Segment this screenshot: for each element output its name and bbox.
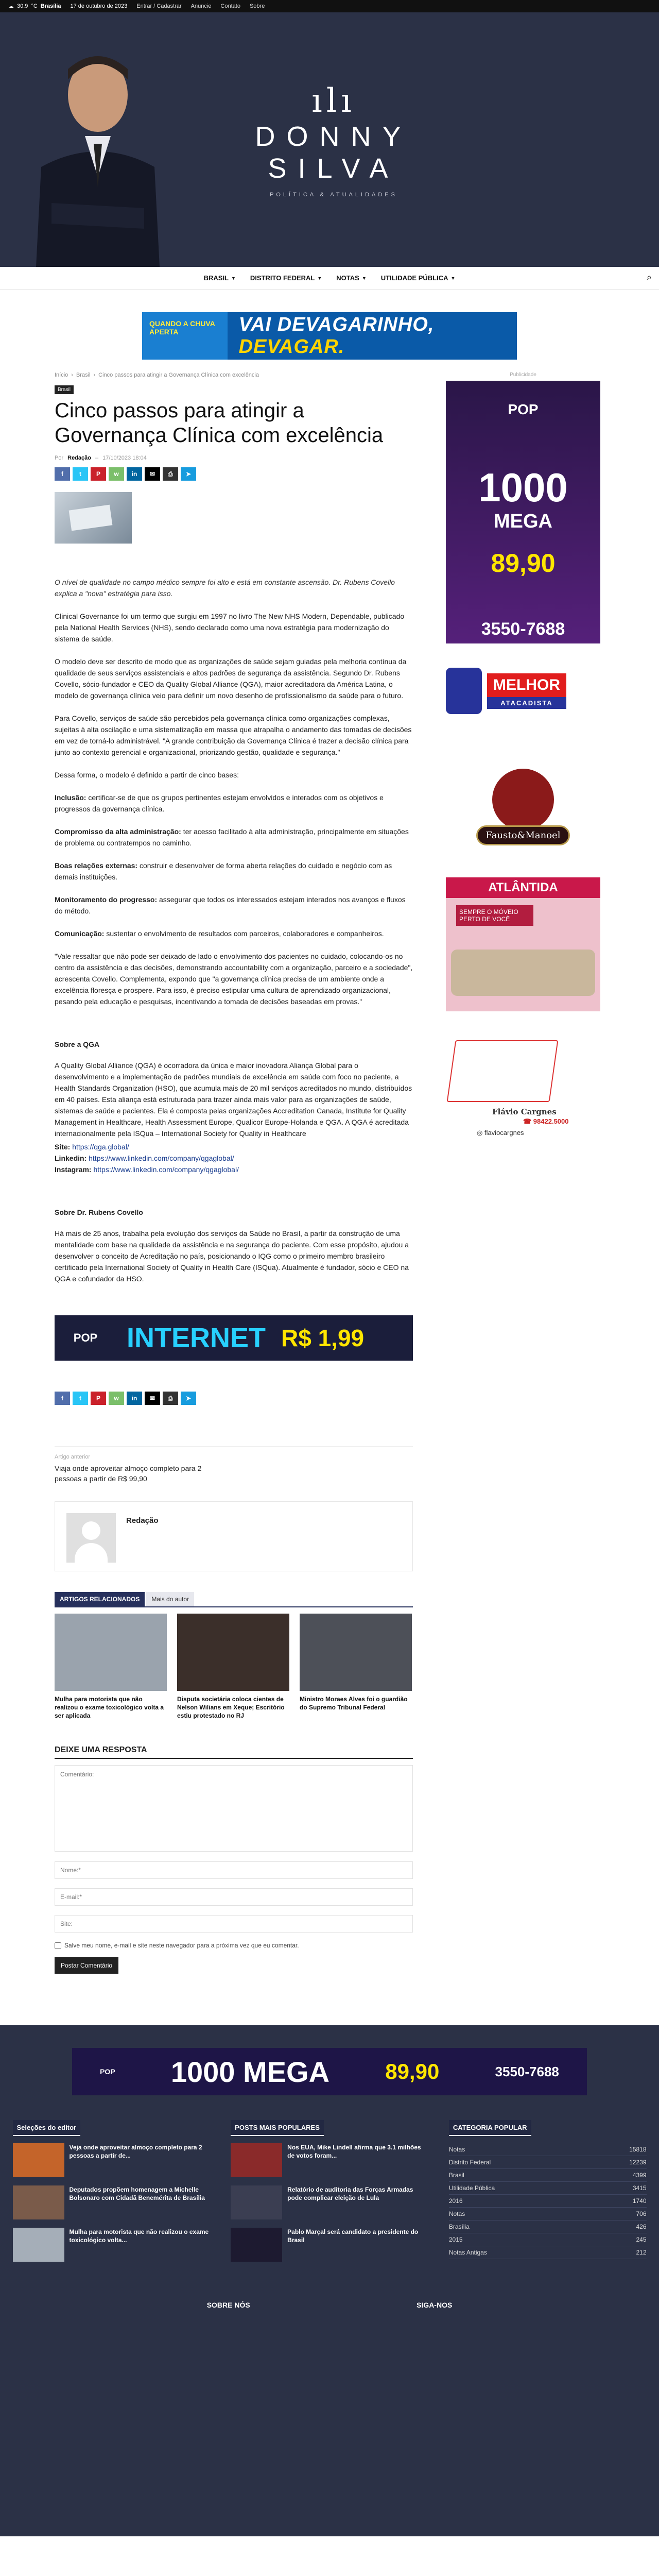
article-paragraph: A Quality Global Alliance (QGA) é ocorradora da única e maior inovadora Aliança Global para o desenvolvimento e a implementação de padrões mundiais de excelência em saúde com foco no paciente, a Health Standards Organization (HSO), que acumula mais de 20 mil serviços acreditados no mundo, distribuídos em 40 países. Esta aliança está estruturada para trazer ainda mais valor para as organizações de saúde, sistemas de saúde e pacientes. Ela é composta pelas organizações Accreditation Canada, Institute for Quality Management in Healthcare, Health Assessment Europe, Qualicor Europe-Holanda e QGA. A QGA é acreditada internacionalmente pela ISQua – International Society for Quality in Healthcare [55,1061,412,1138]
list-item-title[interactable]: Deputados propõem homenagem a Michelle Bolsonaro com Cidadã Benemérita de Brasília [69,2186,205,2201]
avatar[interactable] [66,1513,116,1563]
ad-speed: 1000 [478,465,568,510]
linkedin-label: Linkedin: [55,1154,87,1162]
base-text: construir e desenvolver de forma aberta relações do cuidado e negócio com as demais instituições. [55,861,392,881]
host-portrait [21,33,175,267]
related-tabs [55,1592,413,1607]
tab-more-from-author[interactable]: Mais do autor [146,1592,194,1606]
popular-categories-heading: CATEGORIA POPULAR [449,2120,531,2136]
related-title[interactable]: Mulha para motorista que não realizou o exame toxicológico volta a ser aplicada [55,1696,164,1719]
category-count: 1740 [632,2197,647,2205]
nav-item-distrito-federal[interactable] [250,274,322,282]
byline-prefix: Por [55,455,64,461]
ad-subtitle: ATACADISTA [487,697,566,709]
sidebar-ad-melhor[interactable] [446,665,600,717]
category-name: Brasil [448,2172,464,2179]
ad-subtitle: SEMPRE O MÓVEIO PERTO DE VOCÊ [456,905,533,926]
list-item-image[interactable] [13,2228,64,2262]
nav-item-brasil[interactable] [204,274,236,282]
category-name: Notas Antigas [448,2249,487,2256]
list-item-title[interactable]: Pablo Marçal será candidato a presidente do Brasil [287,2228,419,2244]
article-paragraph: Dessa forma, o modelo é definido a partir de cinco bases: [55,771,239,779]
topbar-link-anuncie[interactable]: Anuncie [190,3,212,9]
editor-picks [13,2120,211,2270]
base-item [55,826,413,849]
base-label: Comunicação: [55,929,105,938]
byline-author[interactable]: Redação [67,455,91,461]
site-footer [0,2025,659,2536]
list-item-title[interactable]: Nos EUA, Mike Lindell afirma que 3.1 milhões de votos foram... [287,2144,421,2159]
related-item[interactable] [300,1614,412,1720]
ad-phone: 3550-7688 [495,2063,559,2079]
list-item-image[interactable] [13,2185,64,2219]
search-icon[interactable]: ⌕ [646,272,652,282]
nav-label: NOTAS [336,274,359,282]
facebook-icon[interactable]: f [55,467,70,481]
list-item[interactable] [13,2143,211,2177]
category-name: 2015 [448,2236,463,2243]
top-bar [0,0,659,12]
base-text: certificar-se de que os grupos pertinentes estejam envolvidos e interados com os objetivos e progressos da governança clínica. [55,793,384,813]
whatsapp-icon[interactable]: w [109,467,124,481]
site-label: Site: [55,1143,71,1151]
list-item-title[interactable]: Veja onde aproveitar almoço completo para 2 pessoas a partir de... [69,2144,202,2159]
previous-article-title[interactable]: Viaja onde aproveitar almoço completo para 2 pessoas a partir de R$ 99,90 [55,1464,202,1483]
ad-brand: POP [508,401,539,417]
category-row[interactable] [449,2246,647,2259]
chevron-down-icon: ▼ [317,275,322,281]
author-name[interactable]: Redação [126,1516,159,1525]
cloud-icon: ☁ [8,3,14,10]
category-count: 15818 [629,2146,647,2153]
article-lead: O nível de qualidade no campo médico sempre foi alto e está em constante ascensão. Dr. Rubens Covello explica a "nova" estratégia para isso. [55,578,395,598]
previous-article[interactable] [55,1446,413,1484]
category-count: 212 [636,2249,647,2256]
category-name: Brasília [448,2223,470,2230]
banner-price: R$ 1,99 [281,1325,365,1351]
banner-brand: POP [73,1331,98,1344]
category-name: Utilidade Pública [448,2184,495,2192]
category-name: Distrito Federal [448,2159,491,2166]
related-articles [55,1614,413,1720]
logo-tagline: POLÍTICA & ATUALIDADES [270,192,397,198]
category-count: 3415 [632,2184,647,2192]
article-body [55,577,413,1284]
article-thumbnail[interactable] [55,492,132,544]
related-image[interactable] [177,1614,289,1691]
ad-unit: MEGA [494,511,552,532]
base-label: Inclusão: [55,793,86,802]
ad-brand: POP [100,2067,115,2076]
article-paragraph: O modelo deve ser descrito de modo que as organizações de saúde sejam guiadas pela melhoria contínua da qualidade de seus serviços assistenciais e altos padrões de segurança da assistência. Segundo Dr. Rubens Covello, sócio-fundador e CEO da Quality Global Alliance (QGA), maior acreditadora da América Latina, o modelo de governança clínica veio para definir um novo desenho de profissionalismo da saúde para o futuro. [55,657,407,700]
article-paragraph: Para Covello, serviços de saúde são percebidos pela governança clínica como organizações complexas, sujeitas à alta oscilação e uma sistematização em massa que atrapalha o andamento das tomadas de decisões em vez de torná-lo administrável. "A grande contribuição da Governança Clínica é trazer a decisão clínica para junto ao contexto gerencial e organizacional, priorizando gestão, qualidade e segurança." [55,714,412,756]
breadcrumb-category[interactable]: Brasil [76,372,91,378]
base-item [55,792,413,815]
list-item[interactable] [231,2185,428,2219]
ad-phone: ☎ 98422.5000 [523,1117,569,1125]
whatsapp-icon[interactable]: w [109,1392,124,1405]
tab-related-articles[interactable]: ARTIGOS RELACIONADOS [55,1592,145,1606]
name-field[interactable] [55,1861,413,1879]
telegram-icon[interactable]: ➤ [181,467,196,481]
category-badge[interactable]: Brasil [55,385,74,394]
mid-ad-banner[interactable] [55,1315,413,1361]
email-icon[interactable]: ✉ [145,1392,160,1405]
related-image[interactable] [55,1614,167,1691]
category-name: Notas [448,2210,465,2217]
section-heading-rubens: Sobre Dr. Rubens Covello [55,1208,143,1216]
list-item[interactable] [13,2185,211,2219]
list-item[interactable] [231,2143,428,2177]
print-icon[interactable]: ⎙ [163,467,178,481]
category-count: 12239 [629,2159,647,2166]
related-item[interactable] [55,1614,167,1720]
related-title[interactable]: Ministro Moraes Alves foi o guardião do Supremo Tribunal Federal [300,1696,408,1711]
list-item-image[interactable] [231,2185,282,2219]
category-count: 4399 [632,2172,647,2179]
ad-name: Flávio Cargnes [492,1107,557,1116]
save-info-checkbox[interactable] [55,1942,61,1949]
base-text: sustentar o envolvimento de resultados com parceiros, colaboradores e companheiros. [104,929,384,938]
list-item-image[interactable] [231,2228,282,2262]
comment-form [55,1745,413,1974]
article-title: Cinco passos para atingir a Governança Clínica com excelência [55,399,384,447]
topbar-link-contato[interactable]: Contato [220,3,240,9]
topbar-link-login[interactable]: Entrar / Cadastrar [136,3,182,9]
footer-ad-banner[interactable] [72,2048,587,2095]
sofa-image [451,950,595,996]
share-bar [55,467,413,481]
breadcrumb-separator: › [71,372,73,378]
temperature: 30.9 [17,3,28,9]
ad-name: Fausto&Manoel [476,825,570,845]
chevron-down-icon: ▼ [231,275,236,281]
author-box [55,1501,413,1571]
website-field[interactable] [55,1915,413,1933]
list-item[interactable] [13,2228,211,2262]
twitter-icon[interactable]: t [73,467,88,481]
editor-picks-heading: Seleções do editor [13,2120,81,2136]
popular-posts [231,2120,428,2270]
pinterest-icon[interactable]: P [91,1392,106,1405]
previous-article-label: Artigo anterior [55,1454,91,1460]
print-icon[interactable]: ⎙ [163,1392,178,1405]
ad-phone: 3550-7688 [481,619,565,639]
contact-links [55,1141,413,1175]
popular-posts-heading: POSTS MAIS POPULARES [231,2120,324,2136]
sidebar [442,372,604,1974]
base-item [55,928,413,939]
section-heading-qga: Sobre a QGA [55,1040,100,1048]
comment-heading: DEIXE UMA RESPOSTA [55,1745,413,1759]
linkedin-icon[interactable]: in [127,467,142,481]
save-info-checkbox-row[interactable] [55,1942,413,1949]
banner-left-text: QUANDO A CHUVA APERTA [142,312,228,360]
base-label: Boas relações externas: [55,861,138,870]
top-ad-banner[interactable] [142,312,517,360]
article-date: 17/10/2023 18:04 [102,455,147,461]
category-name: Notas [448,2146,465,2153]
sidebar-ad-atlantida[interactable] [446,877,600,1011]
article-column [55,372,413,1974]
category-row[interactable] [449,2169,647,2182]
base-text: ter acesso facilitado à alta administração, principalmente em situações de problema ou contratempos no caminho. [55,827,409,847]
breadcrumb-current: Cinco passos para atingir a Governança Clínica com excelência [98,372,259,378]
related-title[interactable]: Disputa societária coloca cientes de Nelson Wilians em Xeque; Escritório estiu protestado no RJ [177,1696,285,1719]
separator: – [95,455,99,461]
article-paragraph: Há mais de 25 anos, trabalha pela evolução dos serviços da Saúde no Brasil, a partir da construção de uma mentalidade com base na qualidade da assistência e na segurança do paciente. Com esse propósito, ajudou a desenvolver o conceito de Acreditação no país, posicionando o IQG como o primeiro membro brasileiro certificado pela International Society of Quality in Health Care (ISQua). Atualmente é fundador, sócio e CEO na QGA e cofundador da HSO. [55,1229,409,1283]
hand-icon [446,668,482,714]
current-date: 17 de outubro de 2023 [70,3,128,9]
ad-illustration [492,769,554,831]
category-row[interactable] [449,2143,647,2156]
telegram-icon[interactable]: ➤ [181,1392,196,1405]
breadcrumb [55,372,413,378]
breadcrumb-separator: › [93,372,96,378]
category-name: 2016 [448,2197,463,2205]
base-label: Monitoramento do progresso: [55,895,158,904]
article-meta [55,455,413,461]
pinterest-icon[interactable]: P [91,467,106,481]
chevron-down-icon: ▼ [450,275,456,281]
article-quote: "Vale ressaltar que não pode ser deixado de lado o envolvimento dos pacientes no cuidado, colocando-os no centro da assistência e das decisões, demonstrando accountability com a organização, parceiro e a sociedade", acrescenta Covello. Complementa, expondo que "a governança clínica precisa de um ambiente onde a excelência floresça e prospere. Para isso, é preciso estipular uma cultura de aprendizado organizacional, pesando pela educação e pesquisas, incentivando a tomada de decisões baseadas em provas." [55,952,413,1006]
banner-text: INTERNET [127,1323,266,1353]
sidebar-ad-pop[interactable] [446,381,600,643]
ad-title: ATLÂNTIDA [446,877,600,898]
advertising-label: Publicidade [510,372,536,378]
architecture-drawing [447,1040,559,1102]
banner-right-highlight: DEVAGAR. [238,336,345,358]
comment-textarea[interactable] [55,1765,413,1852]
temperature-unit: °C [31,3,38,9]
category-row[interactable] [449,2233,647,2246]
list-item-image[interactable] [231,2143,282,2177]
site-header [0,12,659,267]
related-image[interactable] [300,1614,412,1691]
list-item-title[interactable]: Mulha para motorista que não realizou o exame toxicológico volta... [69,2228,209,2244]
category-row[interactable] [449,2221,647,2233]
category-row[interactable] [449,2195,647,2208]
weather-city: Brasília [40,3,61,9]
instagram-label: Instagram: [55,1165,92,1174]
twitter-icon[interactable]: t [73,1392,88,1405]
nav-label: UTILIDADE PÚBLICA [380,274,448,282]
nav-item-utilidade-publica[interactable] [381,274,456,282]
ad-title: MELHOR [487,673,566,697]
weather-widget [8,3,61,10]
site-logo[interactable] [215,84,452,198]
ad-instagram: ◎ flaviocargnes [477,1129,524,1137]
main-nav [0,267,659,290]
nav-label: DISTRITO FEDERAL [250,274,315,282]
list-item[interactable] [231,2228,428,2262]
facebook-icon[interactable]: f [55,1392,70,1405]
base-label: Compromisso da alta administração: [55,827,181,836]
list-item-title[interactable]: Relatório de auditoria das Forças Armadas pode complicar eleição de Lula [287,2186,413,2201]
about-heading: SOBRE NÓS [206,2301,250,2309]
logo-mark: ılı [311,82,356,120]
save-info-label: Salve meu nome, e-mail e site neste navegador para a próxima vez que eu comentar. [64,1942,299,1949]
category-count: 245 [636,2236,647,2243]
nav-label: BRASIL [203,274,229,282]
breadcrumb-home[interactable]: Início [55,372,68,378]
follow-heading: SIGA-NOS [417,2301,453,2309]
category-row[interactable] [449,2156,647,2169]
logo-name: DONNY SILVA [255,121,412,184]
chevron-down-icon: ▼ [361,275,367,281]
topbar-link-sobre[interactable]: Sobre [249,3,265,9]
site-link[interactable]: https://qga.global/ [72,1143,129,1151]
linkedin-icon[interactable]: in [127,1392,142,1405]
email-icon[interactable]: ✉ [145,467,160,481]
sidebar-ad-flavio[interactable] [446,1040,600,1143]
nav-item-notas[interactable] [336,274,366,282]
ad-speed: 1000 MEGA [170,2055,330,2088]
email-field[interactable] [55,1888,413,1906]
base-item [55,860,413,883]
category-list [449,2143,647,2259]
related-item[interactable] [177,1614,289,1720]
category-count: 706 [636,2210,647,2217]
ad-price: 89,90 [385,2059,440,2083]
category-row[interactable] [449,2208,647,2221]
sidebar-ad-fausto[interactable] [446,753,600,845]
list-item-image[interactable] [13,2143,64,2177]
article-paragraph: Clinical Governance foi um termo que surgiu em 1997 no livro The New NHS Modern, Dependable, publicado pela National Health Services (NHS), sendo declarado como uma nova estratégia para modernização do sistema de saúde. [55,612,405,643]
category-row[interactable] [449,2182,647,2195]
base-item [55,894,413,917]
post-comment-button[interactable]: Postar Comentário [55,1957,118,1974]
popular-categories [449,2120,647,2270]
share-bar-bottom [55,1392,413,1405]
linkedin-link[interactable]: https://www.linkedin.com/company/qgaglobal/ [89,1154,234,1162]
base-text: assegurar que todos os interessados estejam interados nos avanços e fluxos do método. [55,895,406,915]
ad-price: 89,90 [491,549,556,578]
instagram-link[interactable]: https://www.linkedin.com/company/qgaglobal/ [93,1165,239,1174]
banner-right-text: VAI DEVAGARINHO, [238,314,435,335]
category-count: 426 [636,2223,647,2230]
